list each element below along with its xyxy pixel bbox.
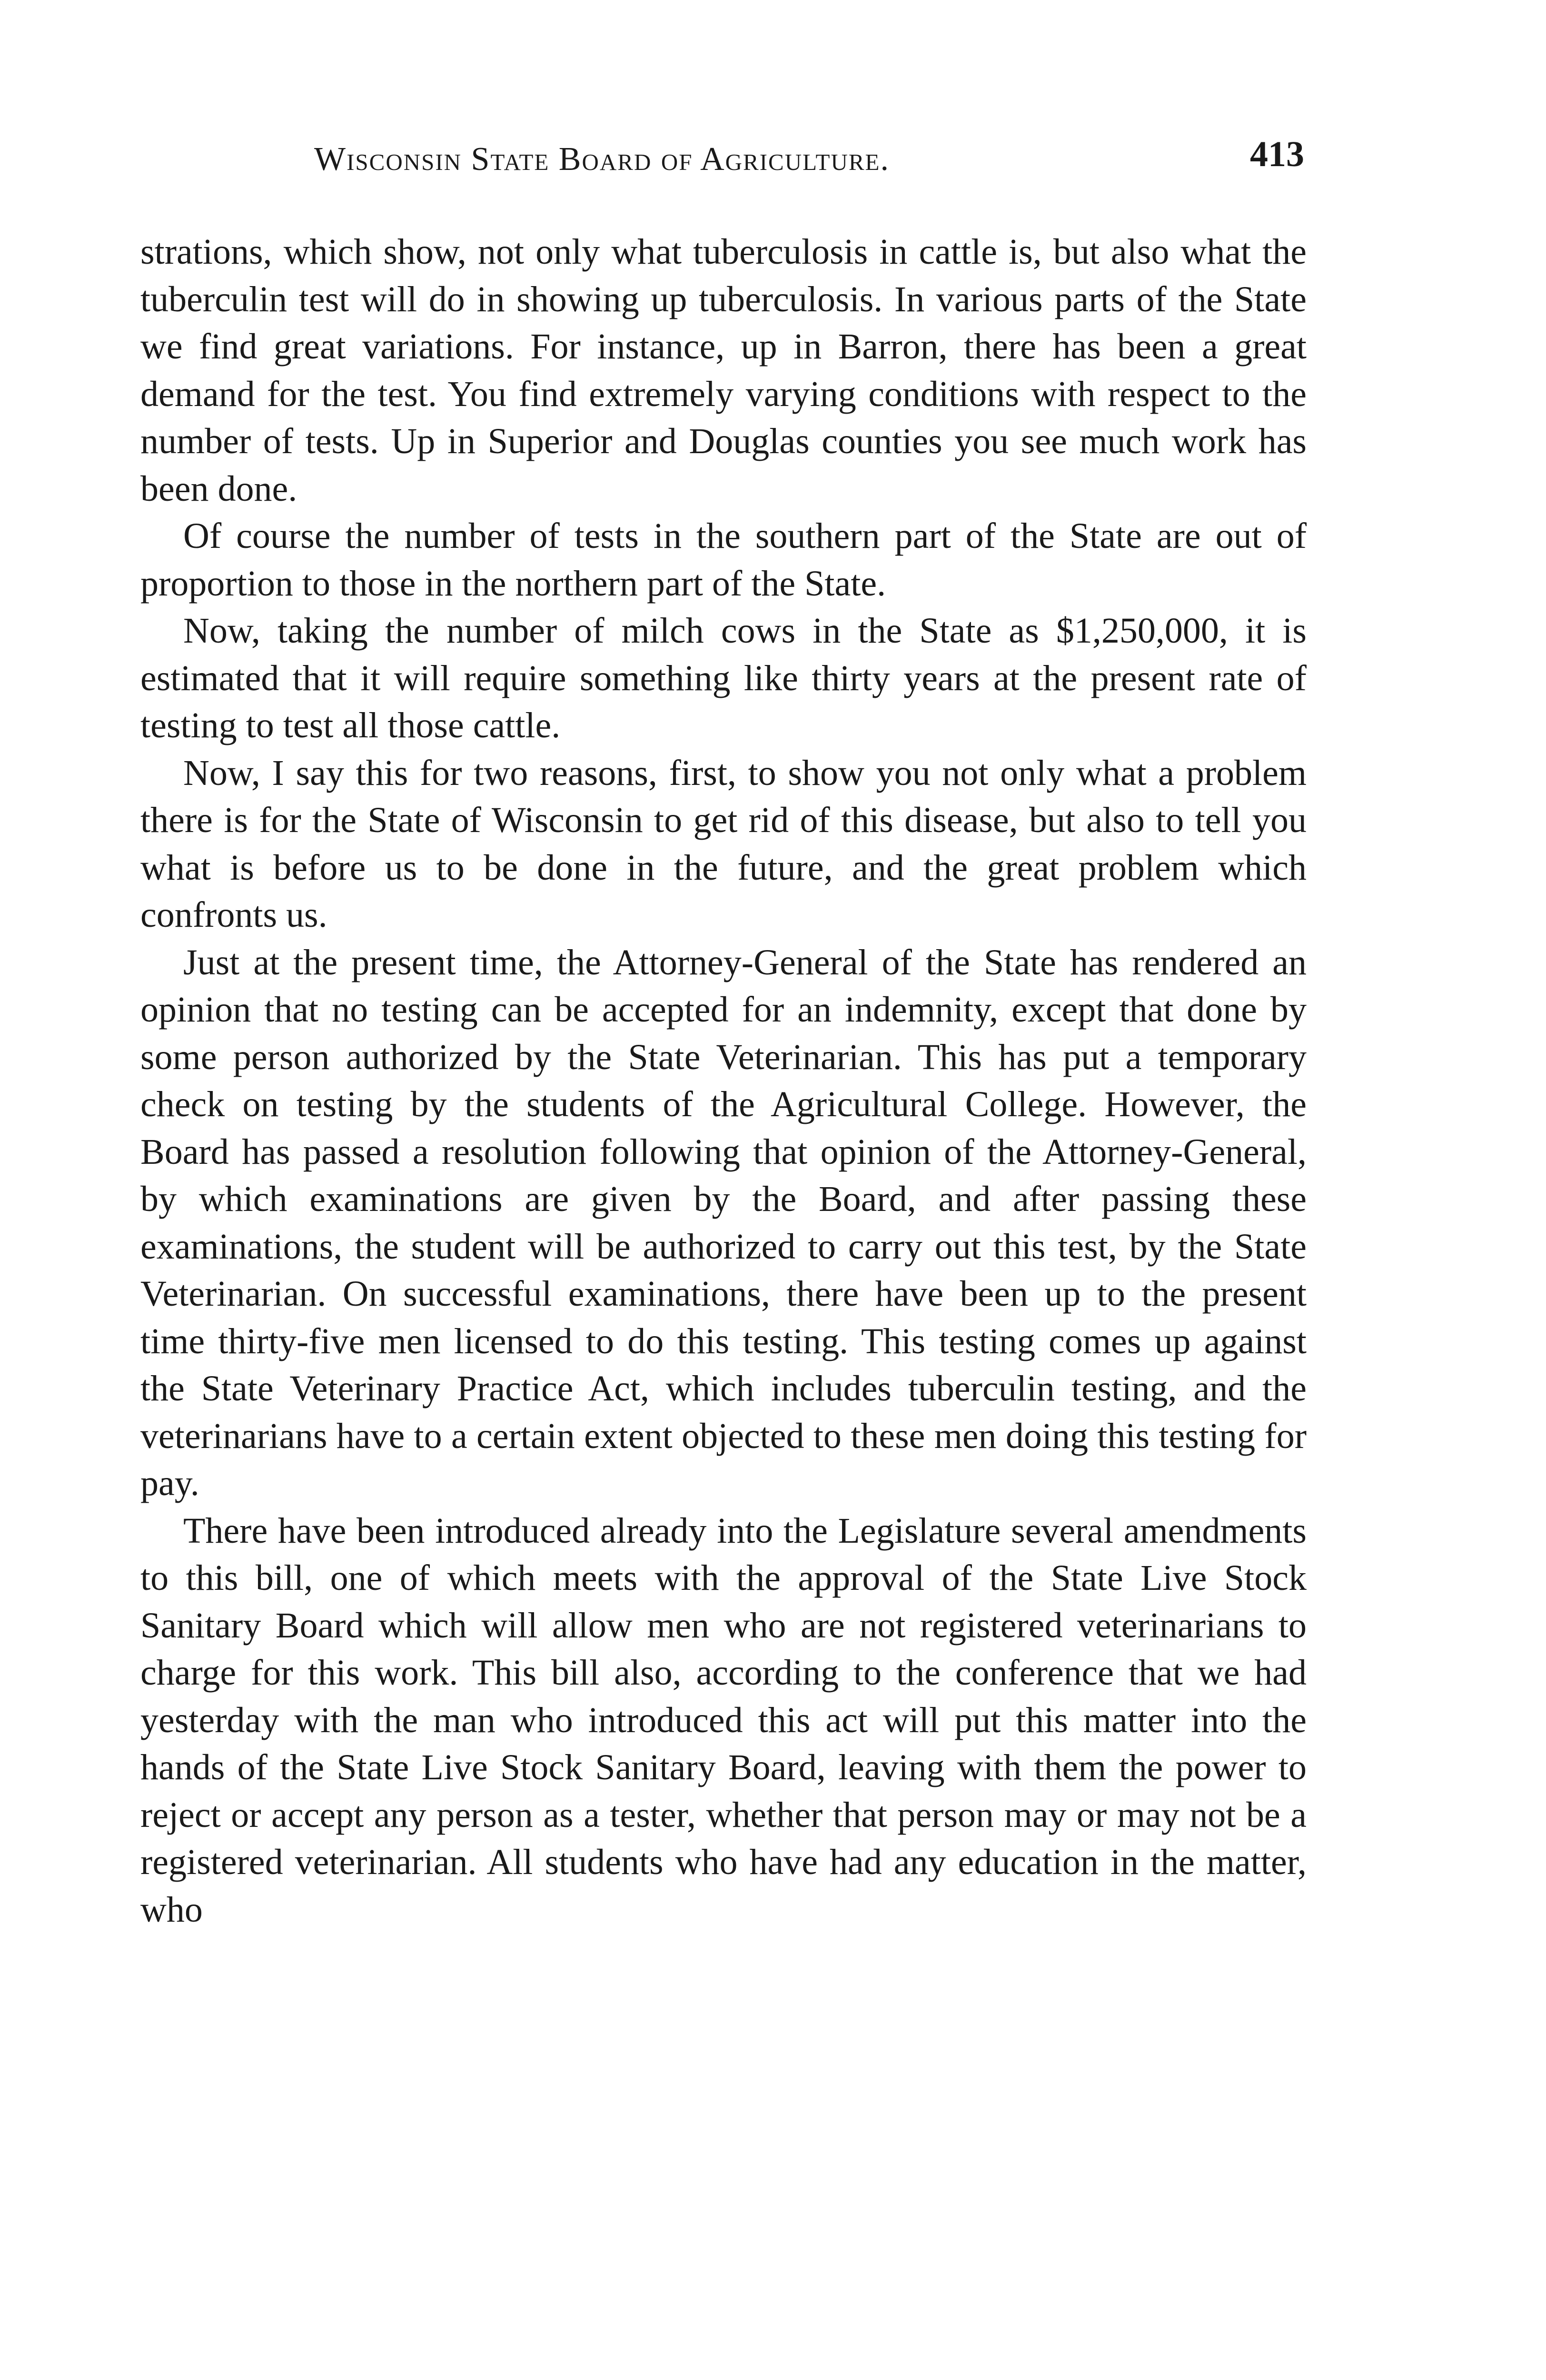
paragraph-5: Just at the present time, the Attorney-General of the State has rendered an opinion that no testing can be accepted for an indemnity, except that done by some person authorized by the State Veterinarian. This has put a temporary check on testing by the students of the Agricultural College. However, the Board has passed a resolution following that opinion of the Attorney-General, by which examinations are given by the Board, and after passing these examinations, the student will be authorized to carry out this test, by the State Veterinarian. On successful examinations, there have been up to the present time thirty-five men licensed to do this testing. This testing comes up against the State Veterinary Practice Act, which includes tuberculin testing, and the veterinarians have to a certain extent objected to these men doing this testing for pay. <box>140 942 1307 1503</box>
paragraph-1: strations, which show, not only what tuberculosis in cattle is, but also what the tuberculin test will do in showing up tuberculosis. In various parts of the State we find great variations. For instance, up in Barron, there has been a great demand for the test. You find extremely varying conditions with respect to the number of tests. Up in Superior and Douglas counties you see much work has been done. <box>140 232 1307 509</box>
paragraph-6: There have been introduced already into the Legislature several amendments to this bill, one of which meets with the approval of the State Live Stock Sanitary Board which will allow men who are not registered veterinarians to charge for this work. This bill also, according to the conference that we had yesterday with the man who introduced this act will put this matter into the hands of the State Live Stock Sanitary Board, leaving with them the power to reject or accept any person as a tester, whether that person may or may not be a registered veterinarian. All students who have had any education in the matter, who <box>140 1510 1307 1930</box>
body-text <box>140 228 1307 1934</box>
paragraph-2: Of course the number of tests in the southern part of the State are out of proportion to those in the northern part of the State. <box>140 516 1307 604</box>
page-header <box>143 131 1304 188</box>
paragraph-4: Now, I say this for two reasons, first, to show you not only what a problem there is for the State of Wisconsin to get rid of this disease, but also to tell you what is before us to be done in the future, and the great problem which confronts us. <box>140 753 1307 935</box>
paragraph-3: Now, taking the number of milch cows in the State as $1,250,000, it is estimated that it will require something like thirty years at the present rate of testing to test all those cattle. <box>140 611 1307 745</box>
running-head: Wisconsin State Board of Agriculture. <box>314 141 890 178</box>
page-number: 413 <box>1250 134 1304 174</box>
